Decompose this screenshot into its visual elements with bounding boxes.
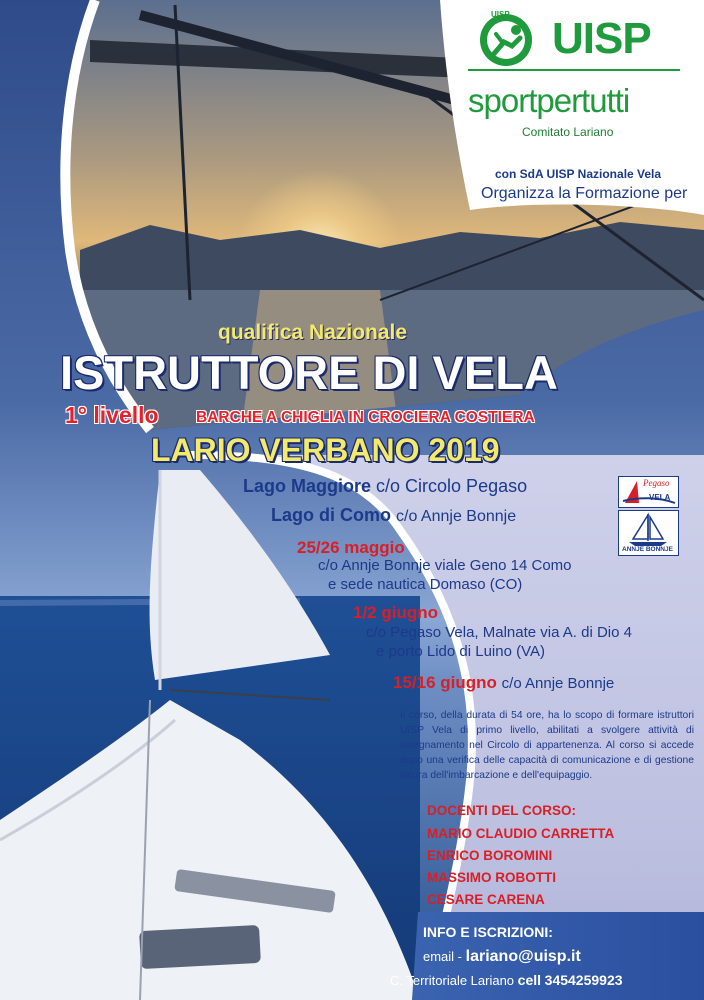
info-email-line [423, 948, 581, 966]
intro-con: con SdA UISP Nazionale Vela [495, 167, 662, 181]
logo-small-text: UISP [491, 10, 510, 19]
cell-label: cell [517, 972, 542, 988]
annje-label: ANNJE BONNJE [622, 546, 673, 553]
date-3 [393, 673, 614, 693]
date-1-line-1: c/o Annje Bonnje viale Geno 14 Como [318, 557, 572, 574]
pegaso-label: Pegaso [643, 478, 670, 488]
date-2-line-1: c/o Pegaso Vela, Malnate via A. di Dio 4 [366, 624, 632, 641]
intro-organizza: Organizza la Formazione per [481, 185, 688, 202]
email-link[interactable]: lariano@uisp.it [465, 948, 581, 965]
title-livello: 1° livello [65, 402, 159, 428]
pegaso-sub-label: VELA [649, 493, 671, 502]
uisp-runner-icon [472, 8, 548, 68]
cell-number[interactable]: 3454259923 [544, 972, 623, 988]
page-title: ISTRUTTORE DI VELA [60, 346, 558, 399]
title-event: LARIO VERBANO 2019 [151, 432, 500, 468]
info-contact-line [390, 972, 623, 988]
location-maggiore [243, 476, 527, 497]
date-1: 25/26 maggio [297, 538, 405, 557]
course-description: Il corso, della durata di 54 ore, ha lo scopo di formare istruttori UISP Vela di primo livello, abilitati a svolgere attività di insegnamento nel Circolo di appartenenza. Al corso si accede dopo una verifica delle capacità di comunicazione e di gestione sicura dell'imbarcazione e dell'equipaggio. [400, 710, 694, 781]
annje-bonnje-logo [618, 510, 679, 556]
docente-item: MASSIMO ROBOTTI [427, 870, 556, 885]
info-title: INFO E ISCRIZIONI: [423, 924, 553, 940]
date-2: 1/2 giugno [353, 603, 438, 622]
location-place: c/o Annje Bonnje [396, 508, 517, 525]
date-3-place: c/o Annje Bonnje [501, 675, 615, 692]
logo-committee: Comitato Lariano [522, 125, 614, 139]
location-como [271, 505, 516, 526]
docente-item: CESARE CARENA [427, 892, 545, 907]
location-lake: Lago di Como [271, 505, 391, 525]
docente-item: ENRICO BOROMINI [427, 848, 553, 863]
comitato-label: C. Territoriale Lariano [390, 973, 515, 988]
docente-item: MARIO CLAUDIO CARRETTA [427, 826, 615, 841]
location-lake: Lago Maggiore [243, 476, 372, 496]
logo-brand: UISP [552, 14, 651, 63]
date-1-line-2: e sede nautica Domaso (CO) [328, 576, 523, 593]
logo-tagline: sportpertutti [468, 82, 630, 119]
pegaso-logo [618, 476, 679, 508]
logo-divider [468, 69, 680, 71]
docenti-title: DOCENTI DEL CORSO: [427, 803, 577, 818]
email-label: email - [423, 949, 466, 964]
date-2-line-2: e porto Lido di Luino (VA) [376, 643, 545, 660]
title-qualifica: qualifica Nazionale [218, 321, 408, 344]
location-place: c/o Circolo Pegaso [376, 476, 528, 496]
date-3-date: 15/16 giugno [393, 673, 497, 692]
title-barche: BARCHE A CHIGLIA IN CROCIERA COSTIERA [196, 409, 535, 426]
